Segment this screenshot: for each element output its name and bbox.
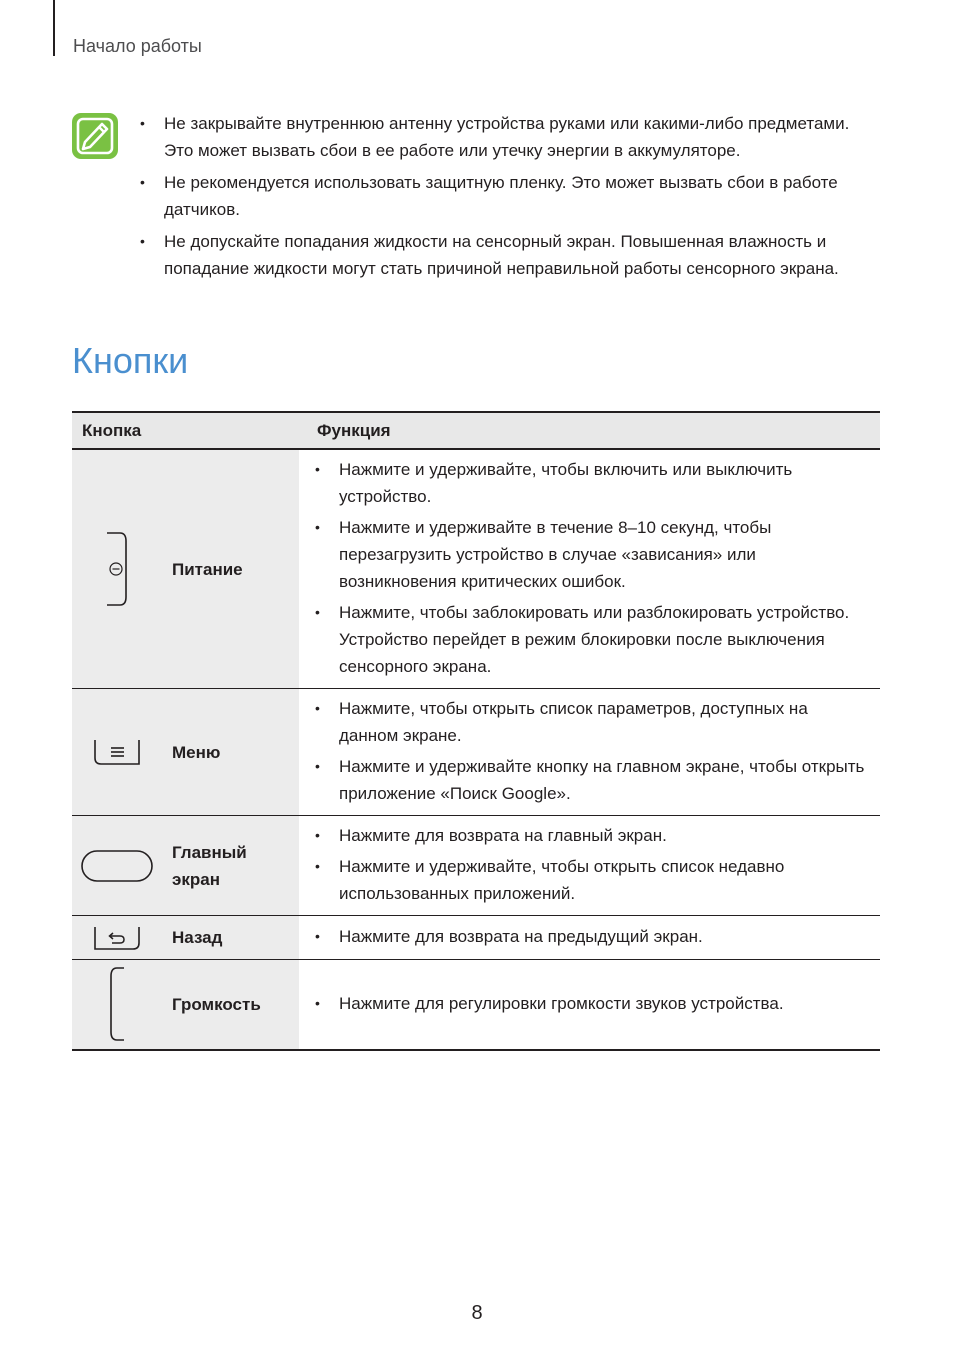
function-item: • Нажмите и удерживайте кнопку на главном экране, чтобы открыть приложение «Поиск Google».	[315, 753, 870, 807]
key-cell	[72, 689, 299, 816]
function-item: • Нажмите для возврата на предыдущий экран.	[315, 923, 870, 950]
function-item: • Нажмите и удерживайте, чтобы включить или выключить устройство.	[315, 456, 870, 510]
note-pen-icon	[71, 112, 119, 160]
note-item: • Не закрывайте внутреннюю антенну устройства руками или какими-либо предметами. Это может вызвать сбои в ее работе или утечку энергии в аккумуляторе.	[140, 110, 880, 164]
function-item: • Нажмите для возврата на главный экран.	[315, 822, 870, 849]
menu-key-icon	[93, 738, 141, 766]
header-key: Кнопка	[72, 412, 299, 449]
function-cell	[299, 816, 880, 916]
key-name: Питание	[172, 559, 243, 579]
table-row	[72, 816, 880, 916]
function-item: • Нажмите, чтобы заблокировать или разблокировать устройство. Устройство перейдет в режим блокировки после выключения сенсорного экрана.	[315, 599, 870, 680]
table-row	[72, 916, 880, 960]
running-header: Начало работы	[73, 36, 202, 56]
header-function: Функция	[299, 412, 880, 449]
note-item: • Не рекомендуется использовать защитную пленку. Это может вызвать сбои в работе датчиков.	[140, 169, 880, 223]
key-cell	[72, 816, 299, 916]
key-name: Громкость	[172, 994, 261, 1014]
table-row	[72, 449, 880, 689]
buttons-table	[72, 411, 880, 1051]
function-item: • Нажмите, чтобы открыть список параметров, доступных на данном экране.	[315, 695, 870, 749]
key-name: Главный экран	[172, 842, 247, 889]
key-cell	[72, 916, 299, 960]
table-row	[72, 960, 880, 1050]
function-item: • Нажмите и удерживайте, чтобы открыть список недавно использованных приложений.	[315, 853, 870, 907]
function-cell	[299, 960, 880, 1050]
page-number: 8	[471, 1302, 483, 1324]
power-key-icon	[105, 531, 129, 607]
home-key-icon	[80, 849, 154, 883]
function-item: • Нажмите для регулировки громкости звуков устройства.	[315, 990, 870, 1017]
note-list	[140, 110, 880, 287]
key-name: Назад	[172, 928, 223, 947]
note-item: • Не допускайте попадания жидкости на сенсорный экран. Повышенная влажность и попадание жидкости могут стать причиной неправильной работы сенсорного экрана.	[140, 228, 880, 282]
table-header-row	[72, 412, 880, 449]
volume-key-icon	[107, 966, 127, 1042]
section-title: Кнопки	[72, 340, 189, 381]
table-row	[72, 689, 880, 816]
key-cell	[72, 449, 299, 689]
function-item: • Нажмите и удерживайте в течение 8–10 секунд, чтобы перезагрузить устройство в случае «зависания» или возникновения критических ошибок.	[315, 514, 870, 595]
key-name: Меню	[172, 742, 221, 762]
back-key-icon	[93, 925, 141, 951]
function-cell	[299, 916, 880, 960]
function-cell	[299, 689, 880, 816]
page-corner-mark	[53, 0, 55, 56]
function-cell	[299, 449, 880, 689]
key-cell	[72, 960, 299, 1050]
